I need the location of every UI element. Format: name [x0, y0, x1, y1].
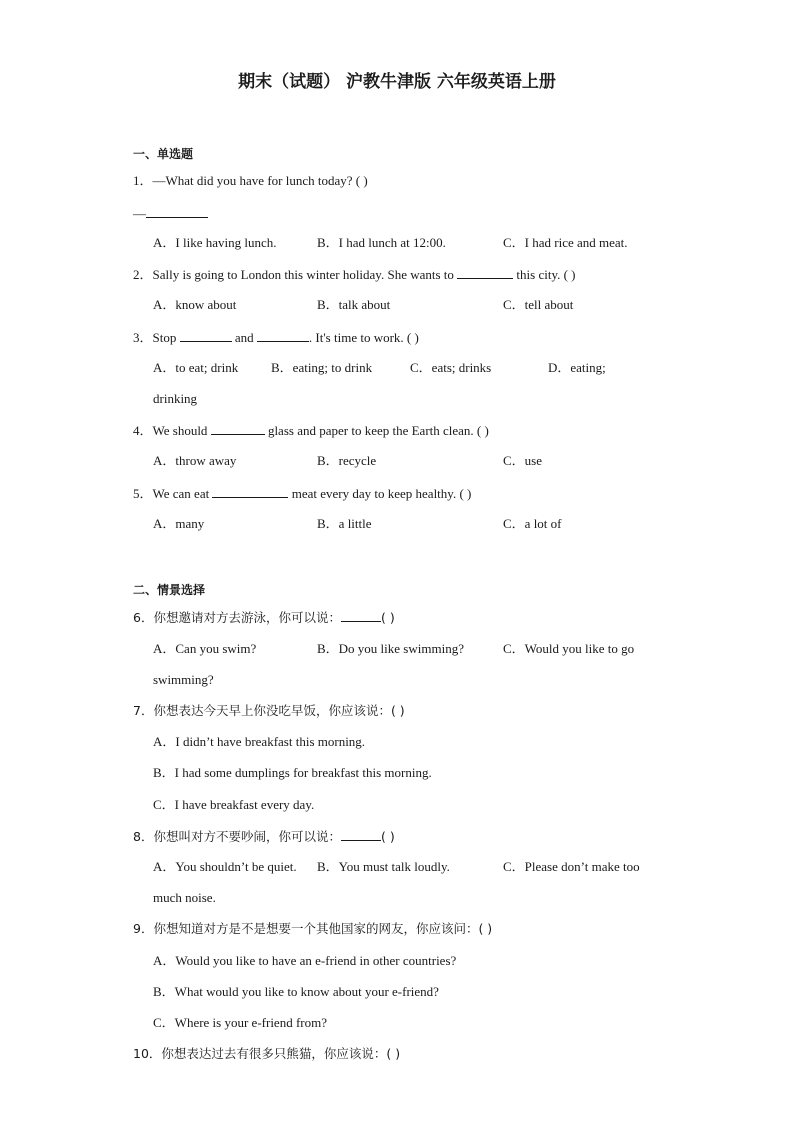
- option-c[interactable]: C．I had rice and meat.: [503, 235, 628, 250]
- question-number: 3．: [133, 330, 153, 345]
- question-text-post: . It's time to work. ( ): [308, 330, 419, 345]
- question-number: 8．: [133, 829, 154, 844]
- question-text-post: glass and paper to keep the Earth clean. ( ): [267, 423, 489, 438]
- option-b[interactable]: B．a little: [317, 516, 372, 531]
- answer-blank[interactable]: [341, 609, 381, 622]
- option-c[interactable]: C．a lot of: [503, 516, 562, 531]
- question-4: [133, 422, 489, 439]
- option-a[interactable]: A．Would you like to have an e-friend in other countries?: [153, 953, 457, 968]
- question-text-post: ( ): [380, 610, 395, 625]
- option-b[interactable]: B．eating; to drink: [271, 360, 373, 375]
- option-a[interactable]: A．to eat; drink: [153, 360, 239, 375]
- question-text: 你想表达过去有很多只熊猫，你应该说：( ): [161, 1046, 401, 1061]
- option-c[interactable]: C．tell about: [503, 297, 574, 312]
- question-number: 7．: [133, 703, 154, 718]
- answer-dash: —: [133, 206, 146, 221]
- question-text-pre: We should: [152, 423, 208, 438]
- answer-blank[interactable]: [146, 205, 208, 218]
- question-9: [133, 921, 492, 937]
- option-a[interactable]: A．throw away: [153, 453, 237, 468]
- question-text-post: ( ): [380, 829, 395, 844]
- question-text-pre: We can eat: [152, 486, 210, 501]
- option-a[interactable]: A．Can you swim?: [153, 641, 257, 656]
- question-text-mid: and: [234, 330, 254, 345]
- question-8: [133, 828, 395, 845]
- question-number: 4．: [133, 423, 153, 438]
- option-a[interactable]: A．You shouldn’t be quiet.: [153, 859, 297, 874]
- section-heading-situational-choice: 二、情景选择: [133, 583, 206, 597]
- question-text-pre: Stop: [152, 330, 177, 345]
- option-c-continued: much noise.: [153, 890, 216, 905]
- page-title: 期末（试题） 沪教牛津版 六年级英语上册: [238, 72, 556, 92]
- question-7: [133, 703, 405, 719]
- option-d-continued: drinking: [153, 391, 198, 406]
- question-5: [133, 485, 471, 502]
- question-10: [133, 1046, 400, 1062]
- option-a[interactable]: A．many: [153, 516, 205, 531]
- option-a[interactable]: A．I didn’t have breakfast this morning.: [153, 734, 366, 749]
- question-text-pre: 你想邀请对方去游泳，你可以说：: [153, 610, 341, 625]
- option-c[interactable]: C．Where is your e-friend from?: [153, 1015, 327, 1030]
- option-c[interactable]: C．Please don’t make too: [503, 859, 640, 874]
- question-6: [133, 609, 395, 626]
- option-a[interactable]: A．know about: [153, 297, 237, 312]
- option-b[interactable]: B．I had some dumplings for breakfast this morning.: [153, 765, 432, 780]
- question-2: [133, 266, 576, 283]
- option-b[interactable]: B．talk about: [317, 297, 391, 312]
- question-text: 你想表达今天早上你没吃早饭，你应该说：( ): [153, 703, 405, 718]
- option-d[interactable]: D．eating;: [548, 360, 606, 375]
- option-c-continued: swimming?: [153, 672, 214, 687]
- option-a[interactable]: A．I like having lunch.: [153, 235, 277, 250]
- option-c[interactable]: C．eats; drinks: [410, 360, 492, 375]
- section-heading-single-choice: 一、单选题: [133, 147, 194, 161]
- answer-blank[interactable]: [212, 485, 288, 498]
- question-number: 5．: [133, 486, 153, 501]
- answer-blank[interactable]: [341, 828, 381, 841]
- option-b[interactable]: B．recycle: [317, 453, 377, 468]
- question-text: 你想知道对方是不是想要一个其他国家的网友，你应该问：( ): [153, 921, 493, 936]
- option-c[interactable]: C．use: [503, 453, 543, 468]
- question-text-pre: Sally is going to London this winter holiday. She wants to: [152, 267, 454, 282]
- option-b[interactable]: B．Do you like swimming?: [317, 641, 464, 656]
- answer-blank[interactable]: [211, 422, 265, 435]
- question-text-post: this city. ( ): [516, 267, 576, 282]
- answer-blank[interactable]: [457, 266, 513, 279]
- answer-blank-2[interactable]: [257, 329, 309, 342]
- question-number: 1．: [133, 173, 153, 188]
- answer-blank-1[interactable]: [180, 329, 232, 342]
- question-text: —What did you have for lunch today? ( ): [152, 173, 368, 188]
- option-c[interactable]: C．Would you like to go: [503, 641, 635, 656]
- option-b[interactable]: B．You must talk loudly.: [317, 859, 450, 874]
- question-number: 2．: [133, 267, 153, 282]
- question-1: [133, 173, 368, 189]
- question-1-answer-line: [133, 205, 208, 222]
- question-3: [133, 329, 419, 346]
- question-text-pre: 你想叫对方不要吵闹，你可以说：: [153, 829, 341, 844]
- question-text-post: meat every day to keep healthy. ( ): [291, 486, 472, 501]
- question-number: 9．: [133, 921, 154, 936]
- option-b[interactable]: B．What would you like to know about your e-friend?: [153, 984, 439, 999]
- question-number: 10．: [133, 1046, 162, 1061]
- option-b[interactable]: B．I had lunch at 12:00.: [317, 235, 446, 250]
- question-number: 6．: [133, 610, 154, 625]
- option-c[interactable]: C．I have breakfast every day.: [153, 797, 315, 812]
